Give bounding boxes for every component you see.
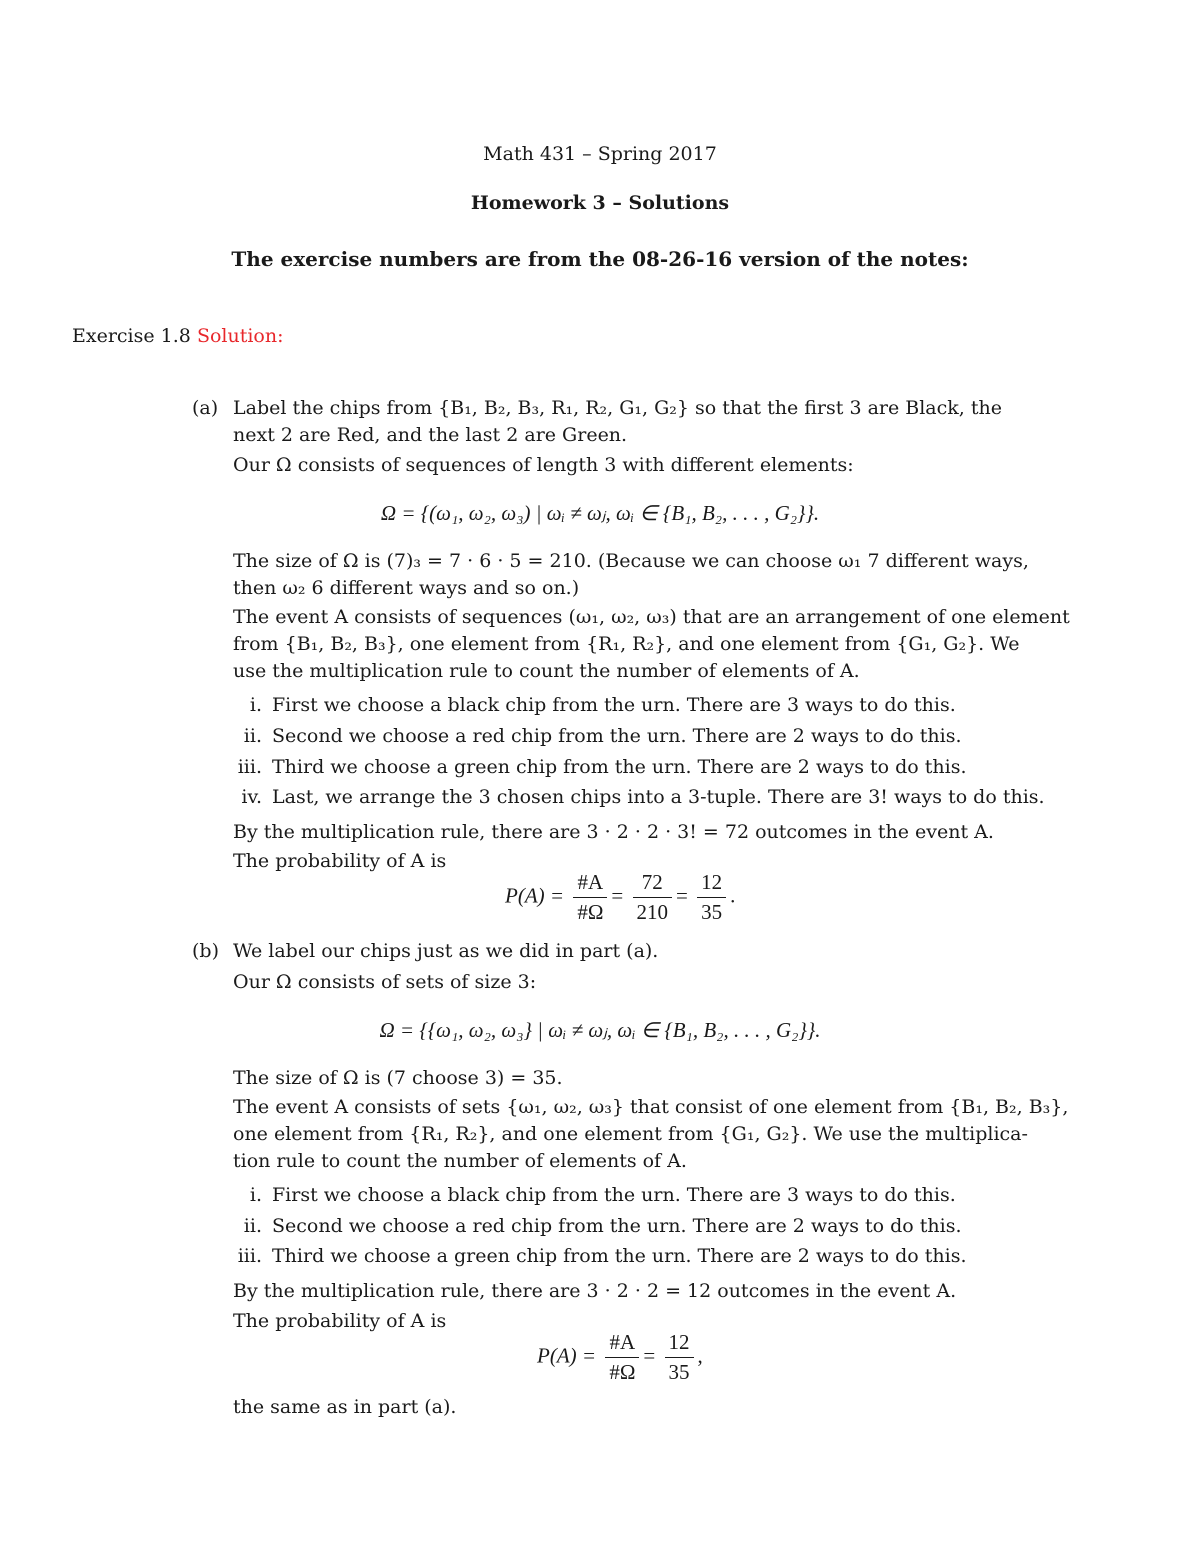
part-b-event-line1: The event A consists of sets {ω₁, ω₂, ω₃} that consist of one element from {B₁, B₂, B₃},	[233, 1096, 1069, 1118]
fraction-count-ratio	[605, 1330, 639, 1385]
part-b-event-line2: one element from {R₁, R₂}, and one element from {G₁, G₂}. We use the multiplica-	[233, 1123, 1028, 1145]
probability-lhs: P(A) =	[505, 883, 565, 908]
part-b-omega-description: Our Ω consists of sets of size 3:	[233, 971, 537, 993]
part-a-event-line3: use the multiplication rule to count the number of elements of A.	[233, 660, 860, 682]
part-a-step-number: iv.	[241, 786, 262, 808]
part-a-step-number: iii.	[237, 756, 262, 778]
part-b-step-text: First we choose a black chip from the urn. There are 3 ways to do this.	[272, 1184, 956, 1206]
part-b-size: The size of Ω is (7 choose 3) = 35.	[233, 1067, 563, 1089]
part-b-step-number: ii.	[243, 1215, 262, 1237]
part-b-probability-intro: The probability of A is	[233, 1310, 447, 1332]
part-a-size-line1: The size of Ω is (7)₃ = 7 · 6 · 5 = 210. (Because we can choose ω₁ 7 different ways,	[233, 550, 1029, 572]
fraction-denominator: 35	[701, 900, 723, 924]
part-a-intro-line1: Label the chips from {B₁, B₂, B₃, R₁, R₂, G₁, G₂} so that the first 3 are Black, the	[233, 397, 1002, 419]
fraction-numerator: 12	[697, 870, 726, 898]
part-b-multiplication-rule: By the multiplication rule, there are 3 · 2 · 2 = 12 outcomes in the event A.	[233, 1280, 957, 1302]
fraction-denominator: #Ω	[577, 900, 604, 924]
part-a-size-line2: then ω₂ 6 different ways and so on.)	[233, 577, 580, 599]
part-a-step-number: ii.	[243, 725, 262, 747]
fraction-reduced	[665, 1330, 694, 1385]
part-a-multiplication-rule: By the multiplication rule, there are 3 · 2 · 2 · 3! = 72 outcomes in the event A.	[233, 821, 994, 843]
fraction-denominator: 210	[636, 900, 669, 924]
part-b-intro: We label our chips just as we did in part (a).	[233, 940, 659, 962]
part-b-closing: the same as in part (a).	[233, 1396, 457, 1418]
probability-lhs: P(A) =	[537, 1343, 597, 1368]
fraction-numerator: 72	[633, 870, 673, 898]
part-a-intro-line2: next 2 are Red, and the last 2 are Green.	[233, 424, 628, 446]
fraction-denominator: #Ω	[609, 1360, 636, 1384]
part-a-probability-equation: P(A) = $\frac{\#A}{\#\Omega}$ = $\frac{72}{210}$ = $\frac{12}{35}$ .	[505, 870, 736, 924]
part-a-step-text: First we choose a black chip from the urn. There are 3 ways to do this.	[272, 694, 956, 716]
part-b-marker: (b)	[192, 940, 219, 962]
part-a-event-line2: from {B₁, B₂, B₃}, one element from {R₁, R₂}, and one element from {G₁, G₂}. We	[233, 633, 1020, 655]
fraction-numerator: #A	[573, 870, 607, 898]
part-a-step-text: Third we choose a green chip from the urn. There are 2 ways to do this.	[272, 756, 967, 778]
part-b-event-line3: tion rule to count the number of elements of A.	[233, 1150, 687, 1172]
part-b-omega-equation: Ω = {{ω₁, ω₂, ω₃} | ωᵢ ≠ ωⱼ, ωᵢ ∈ {B₁, B₂, . . . , G₂}}.	[379, 1018, 821, 1042]
part-b-step-text: Third we choose a green chip from the urn. There are 2 ways to do this.	[272, 1245, 967, 1267]
part-a-step-text: Last, we arrange the 3 chosen chips into a 3-tuple. There are 3! ways to do this.	[272, 786, 1045, 808]
part-b-step-number: i.	[249, 1184, 262, 1206]
part-b-step-text: Second we choose a red chip from the urn. There are 2 ways to do this.	[272, 1215, 962, 1237]
part-a-omega-description: Our Ω consists of sequences of length 3 with different elements:	[233, 454, 854, 476]
part-a-step-number: i.	[249, 694, 262, 716]
part-a-omega-equation: Ω = {(ω₁, ω₂, ω₃) | ωᵢ ≠ ωⱼ, ωᵢ ∈ {B₁, B₂, . . . , G₂}}.	[380, 501, 820, 525]
exercise-label: Exercise 1.8	[72, 325, 191, 347]
part-a-event-line1: The event A consists of sequences (ω₁, ω₂, ω₃) that are an arrangement of one element	[233, 606, 1070, 628]
fraction-count-ratio	[573, 870, 607, 925]
fraction-reduced	[697, 870, 726, 925]
fraction-numerator: 12	[665, 1330, 694, 1358]
course-title: Math 431 – Spring 2017	[483, 143, 717, 165]
fraction-denominator: 35	[668, 1360, 690, 1384]
fraction-numeric	[633, 870, 673, 925]
exercise-heading	[72, 325, 284, 347]
page-title: Homework 3 – Solutions	[470, 192, 730, 214]
solution-label: Solution:	[196, 325, 284, 347]
version-note: The exercise numbers are from the 08-26-16 version of the notes:	[231, 247, 969, 271]
part-a-step-text: Second we choose a red chip from the urn. There are 2 ways to do this.	[272, 725, 962, 747]
part-a-marker: (a)	[192, 397, 219, 419]
fraction-numerator: #A	[605, 1330, 639, 1358]
part-a-probability-intro: The probability of A is	[233, 850, 447, 872]
part-b-probability-equation: P(A) = $\frac{\#A}{\#\Omega}$ = $\frac{12}{35}$ ,	[537, 1330, 703, 1384]
part-b-step-number: iii.	[237, 1245, 262, 1267]
